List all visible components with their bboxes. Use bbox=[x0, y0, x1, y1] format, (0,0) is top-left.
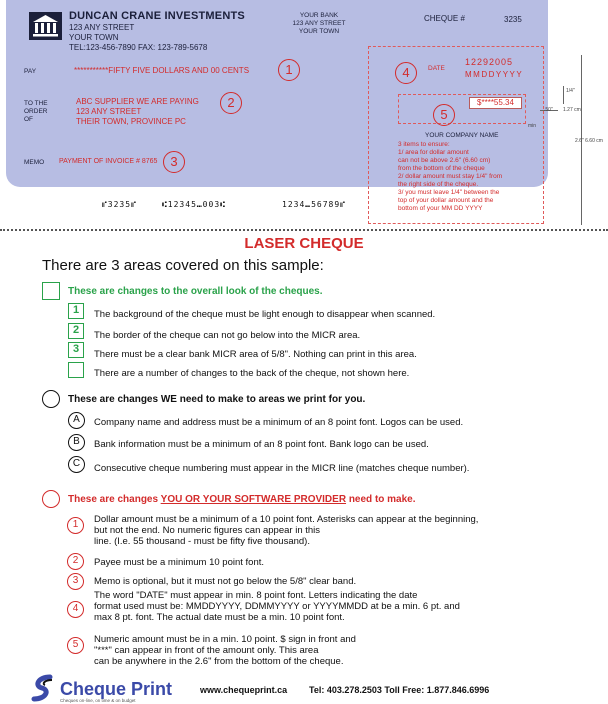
item-marker-circle: C bbox=[68, 456, 85, 473]
date-label: DATE bbox=[428, 65, 445, 72]
callout-3: 3 bbox=[163, 151, 185, 173]
item-line: max 8 pt. font. The actual date must be a min. 10 point font. bbox=[94, 612, 345, 623]
section3-item bbox=[94, 514, 478, 547]
to-label-line: OF bbox=[24, 116, 34, 123]
section3-item bbox=[94, 634, 356, 667]
quarter-inch-marker bbox=[563, 86, 564, 104]
bank-building-icon bbox=[29, 12, 62, 40]
dim-127: 1.27 cm bbox=[563, 107, 581, 113]
bank-line: 123 ANY STREET bbox=[292, 20, 346, 27]
section1-checkbox-icon bbox=[42, 282, 60, 300]
note-line: bottom of your MM DD YYYY bbox=[398, 205, 483, 212]
item-marker-circle: 3 bbox=[67, 573, 84, 590]
bank-line: YOUR BANK bbox=[299, 12, 339, 19]
company-town: YOUR TOWN bbox=[69, 33, 119, 42]
item-marker-circle: 5 bbox=[67, 637, 84, 654]
dim-height: 2.6" 6.60 cm bbox=[575, 138, 603, 144]
company-name: DUNCAN CRANE INVESTMENTS bbox=[69, 10, 245, 22]
note-line: 3 items to ensure: bbox=[398, 141, 450, 148]
memo-label: MEMO bbox=[24, 159, 45, 166]
note-line: top of your dollar amount and the bbox=[398, 197, 494, 204]
item-line: "***" can appear in front of the amount only. This area bbox=[94, 645, 319, 656]
section3-heading-suffix: need to make. bbox=[346, 494, 416, 505]
item-line: Payee must be a minimum 10 point font. bbox=[94, 557, 265, 568]
dim-half: .50" bbox=[544, 107, 553, 113]
note-line: 1/ area for dollar amount bbox=[398, 149, 469, 156]
callout-5: 5 bbox=[433, 104, 455, 126]
contact-phones: Tel: 403.278.2503 Toll Free: 1.877.846.6996 bbox=[309, 685, 490, 695]
note-line: the right side of the cheque. bbox=[398, 181, 479, 188]
section1-heading: These are changes to the overall look of the cheques. bbox=[68, 286, 323, 297]
page-title: LASER CHEQUE bbox=[244, 235, 364, 252]
micr-account: 1234⑉56789⑈ bbox=[282, 200, 346, 209]
date-value: 12292005 bbox=[465, 57, 514, 67]
company-phone: TEL:123-456-7890 FAX: 123-789-5678 bbox=[69, 43, 208, 52]
section3-item bbox=[94, 557, 264, 568]
cheque-number-label: CHEQUE # bbox=[424, 14, 465, 23]
brand-name: Cheque Print bbox=[60, 679, 173, 699]
section2-circle-icon bbox=[42, 390, 60, 408]
item-line: but not the end. No numeric figures can appear in this bbox=[94, 525, 321, 536]
callout-1: 1 bbox=[278, 59, 300, 81]
cheque-notes bbox=[398, 141, 540, 213]
section3-circle-icon bbox=[42, 490, 60, 508]
item-marker-circle: A bbox=[68, 412, 85, 429]
your-company-name: YOUR COMPANY NAME bbox=[425, 132, 499, 139]
item-line: can be anywhere in the 2.6" from the bottom of the cheque. bbox=[94, 656, 344, 667]
note-line: 3/ you must leave 1/4" between the bbox=[398, 189, 500, 196]
item-marker-box: 1 bbox=[68, 303, 84, 319]
item-marker-circle: 2 bbox=[67, 553, 84, 570]
section2-heading: These are changes WE need to make to areas we print for you. bbox=[68, 394, 366, 405]
note-line: can not be above 2.6" (6.60 cm) bbox=[398, 157, 491, 164]
payee-line: THEIR TOWN, PROVINCE PC bbox=[76, 117, 186, 126]
perforation-line bbox=[0, 229, 608, 231]
item-marker-circle: B bbox=[68, 434, 85, 451]
payee-line: 123 ANY STREET bbox=[76, 107, 142, 116]
item-marker-circle: 4 bbox=[67, 601, 84, 618]
bank-info bbox=[288, 12, 350, 36]
amount-numeric: $****55.34 bbox=[469, 97, 522, 109]
pay-amount-words: ***********FIFTY FIVE DOLLARS AND 00 CENTS bbox=[74, 66, 250, 75]
memo-value: PAYMENT OF INVOICE # 8765 bbox=[59, 158, 158, 165]
section3-heading bbox=[68, 494, 416, 505]
item-marker-circle: 1 bbox=[67, 517, 84, 534]
company-address-line: 123 ANY STREET bbox=[69, 23, 135, 32]
micr-transit: ⑆12345⑉003⑆ bbox=[162, 200, 226, 209]
note-line: from the bottom of the cheque bbox=[398, 165, 485, 172]
item-marker-box: 3 bbox=[68, 342, 84, 358]
to-label-line: ORDER bbox=[24, 108, 48, 115]
section2-item: Bank information must be a minimum of an 8 point font. Bank logo can be used. bbox=[94, 439, 429, 450]
section3-heading-emph: YOU OR YOUR SOFTWARE PROVIDER bbox=[160, 494, 347, 505]
to-the-order-of-label bbox=[24, 100, 48, 124]
callout-4: 4 bbox=[395, 62, 417, 84]
date-format: MMDDYYYY bbox=[465, 70, 524, 79]
item-line: Dollar amount must be a minimum of a 10 point font. Asterisks can appear at the beginning, bbox=[94, 514, 479, 525]
section2-item: Company name and address must be a minimum of an 8 point font. Logos can be used. bbox=[94, 417, 464, 428]
payee-line: ABC SUPPLIER WE ARE PAYING bbox=[76, 97, 199, 106]
dim-quarter: 1/4" bbox=[566, 88, 575, 94]
payee-block bbox=[76, 97, 199, 127]
section2-item: Consecutive cheque numbering must appear in the MICR line (matches cheque number). bbox=[94, 463, 470, 474]
pay-label: PAY bbox=[24, 68, 37, 75]
section1-item: The border of the cheque can not go below into the MICR area. bbox=[94, 330, 361, 341]
section3-item bbox=[94, 590, 460, 623]
callout-2: 2 bbox=[220, 92, 242, 114]
item-marker-box bbox=[68, 362, 84, 378]
item-line: The word "DATE" must appear in min. 8 point font. Letters indicating the date bbox=[94, 590, 418, 601]
micr-cheque-number: ⑈3235⑈ bbox=[102, 200, 137, 209]
dim-min: min bbox=[528, 123, 537, 129]
to-label-line: TO THE bbox=[24, 100, 48, 107]
cheque-number: 3235 bbox=[504, 15, 522, 24]
item-line: Memo is optional, but it must not go below the 5/8" clear band. bbox=[94, 576, 357, 587]
section3-heading-prefix: These are changes bbox=[68, 494, 161, 505]
section1-item: The background of the cheque must be light enough to disappear when scanned. bbox=[94, 309, 436, 320]
section1-item: There are a number of changes to the back of the cheque, not shown here. bbox=[94, 368, 410, 379]
item-line: line. (I.e. 55 thousand - must be fifty five thousand). bbox=[94, 536, 310, 547]
bank-line: YOUR TOWN bbox=[298, 28, 340, 35]
brand-tagline: Cheques on-line, on time & on budget bbox=[60, 698, 136, 703]
section1-item: There must be a clear bank MICR area of 5/8". Nothing can print in this area. bbox=[94, 349, 417, 360]
website-link[interactable]: www.chequeprint.ca bbox=[200, 685, 288, 695]
note-line: 2/ dollar amount must stay 1/4" from bbox=[398, 173, 503, 180]
section3-item bbox=[94, 576, 356, 587]
item-line: Numeric amount must be in a min. 10 point. $ sign in front and bbox=[94, 634, 356, 645]
chequeprint-logo-icon bbox=[30, 674, 56, 702]
item-line: format used must be: MMDDYYYY, DDMMYYYY or YYYYMMDD at be a min. 6 pt. and bbox=[94, 601, 460, 612]
item-marker-box: 2 bbox=[68, 323, 84, 339]
page-subtitle: There are 3 areas covered on this sample: bbox=[42, 257, 324, 274]
